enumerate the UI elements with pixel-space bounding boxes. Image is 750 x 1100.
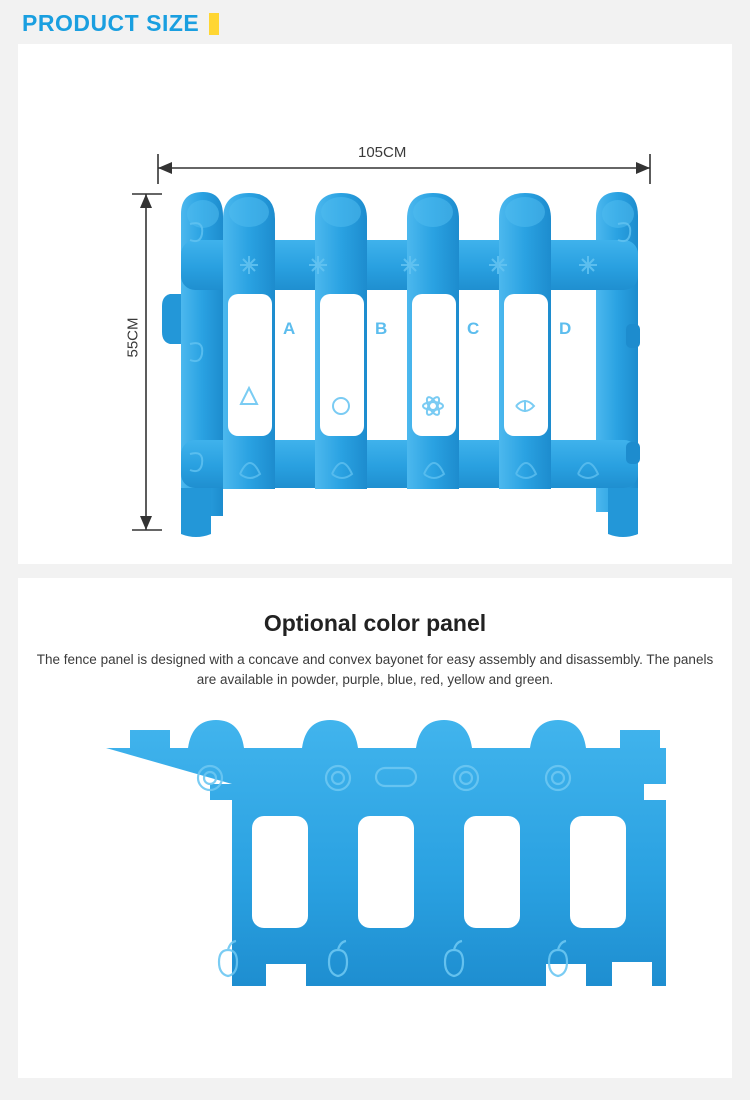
description-line-1: The fence panel is designed with a concave and convex bayonet for easy assembly and disassembly.: [36, 652, 643, 667]
product-size-panel: [18, 44, 732, 564]
optional-color-description: [32, 650, 718, 690]
fence-dimension-drawing: [18, 44, 732, 564]
color-panel-illustration: [18, 688, 732, 1068]
width-dimension-label: 105CM: [358, 144, 407, 161]
section-title-product-size: [22, 10, 219, 37]
fence-illustration: [162, 192, 640, 537]
arrow-head-bottom: [140, 516, 152, 530]
panel-diagram-svg: [18, 688, 732, 1068]
fence-letter-c: C: [467, 319, 480, 338]
height-dimension-label: 55CM: [124, 317, 142, 358]
optional-color-title: Optional color panel: [263, 610, 487, 636]
fence-letter-b: B: [375, 319, 388, 338]
fence-letter-d: D: [559, 319, 572, 338]
optional-color-panel: [18, 578, 732, 1078]
page-title: PRODUCT SIZE: [22, 10, 200, 36]
fence-letter-a: A: [283, 319, 296, 338]
arrow-head-top: [140, 194, 152, 208]
description-line-2: The panels are available in powder, purple, blue, red, yellow and green.: [196, 652, 714, 687]
arrow-head-left: [158, 162, 172, 174]
fence-diagram-svg: [18, 44, 732, 564]
arrow-head-right: [636, 162, 650, 174]
fence-panel-shape: [106, 720, 666, 986]
height-dimension-arrow: [132, 194, 162, 530]
title-accent-bar: [209, 13, 219, 35]
